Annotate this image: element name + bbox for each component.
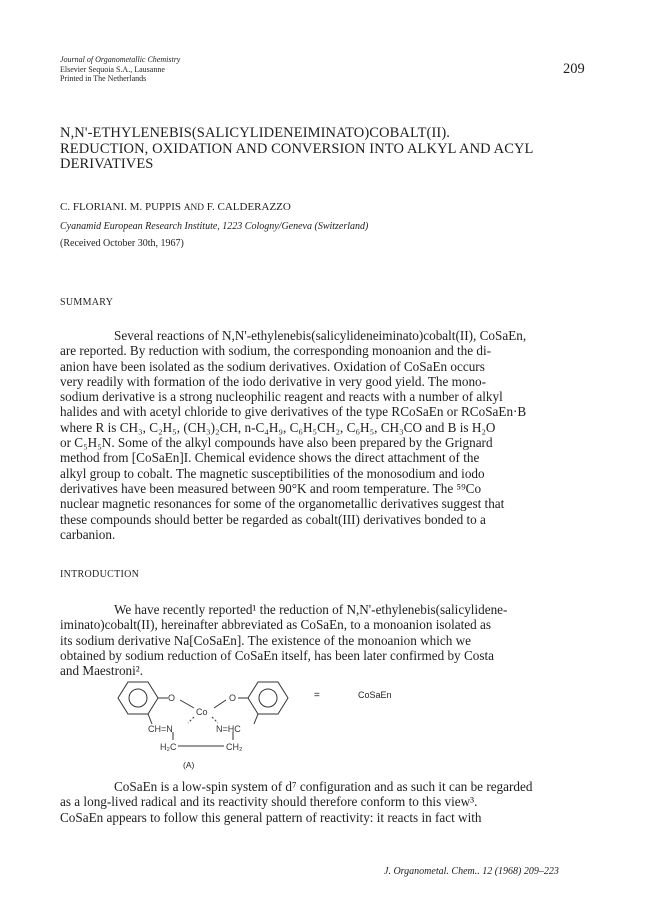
left-benzene-ring bbox=[118, 682, 158, 714]
summary-line: halides and with acetyl chloride to give derivatives of the type RCoSaEn or RCoSaEn·B bbox=[60, 404, 527, 420]
authors-last: F. CALDERAZZO bbox=[206, 201, 291, 213]
oxygen-label-left: O bbox=[168, 693, 176, 703]
equals-sign: = bbox=[314, 690, 320, 701]
authors-and: AND bbox=[183, 203, 205, 213]
summary-line: nuclear magnetic resonances for some of the organometallic derivatives suggest that bbox=[60, 496, 505, 512]
title-line-3: DERIVATIVES bbox=[60, 156, 154, 172]
introduction-paragraph bbox=[60, 602, 615, 678]
received-date: (Received October 30th, 1967) bbox=[60, 238, 184, 249]
continuation-line: as a long-lived radical and its reactivity should therefore conform to this view³. bbox=[60, 794, 478, 810]
intro-line: and Maestroni². bbox=[60, 663, 144, 679]
cobalt-label: Co bbox=[196, 707, 208, 717]
journal-citation: J. Organometal. Chem.. 12 (1968) 209–223 bbox=[384, 866, 559, 877]
methylene-label-left: H₂C bbox=[160, 742, 177, 752]
summary-line: are reported. By reduction with sodium, the corresponding monoanion and the di- bbox=[60, 343, 492, 359]
authors-first: C. FLORIANI. M. PUPPIS bbox=[60, 201, 182, 213]
right-benzene-ring bbox=[248, 682, 288, 714]
right-ring-aromatic-circle bbox=[259, 689, 277, 707]
compound-name: CoSaEn bbox=[358, 690, 392, 700]
imine-label-right: N=HC bbox=[216, 724, 241, 734]
title-line-2: REDUCTION, OXIDATION AND CONVERSION INTO ALKYL AND ACYL bbox=[60, 140, 534, 157]
summary-line: sodium derivative is a strong nucleophilic reagent and reacts with a number of alkyl bbox=[60, 389, 503, 405]
imine-label-left: CH=N bbox=[148, 724, 173, 734]
summary-heading: SUMMARY bbox=[60, 297, 114, 308]
summary-line: very readily with formation of the iodo derivative in very good yield. The mono- bbox=[60, 373, 487, 389]
intro-line: its sodium derivative Na[CoSaEn]. The existence of the monoanion which we bbox=[60, 632, 472, 648]
continuation-paragraph bbox=[60, 779, 615, 825]
title-line-1: N,N'-ETHYLENEBIS(SALICYLIDENEIMINATO)COBALT(II). bbox=[60, 125, 450, 141]
journal-name: Journal of Organometallic Chemistry bbox=[60, 55, 181, 64]
summary-line: or C₅H₅N. Some of the alkyl compounds have also been prepared by the Grignard bbox=[60, 435, 493, 451]
summary-line: anion have been isolated as the sodium derivatives. Oxidation of CoSaEn occurs bbox=[60, 358, 485, 374]
left-ring-aromatic-circle bbox=[129, 689, 147, 707]
summary-line: these compounds should better be regarded as cobalt(III) derivatives bonded to a bbox=[60, 511, 486, 527]
intro-line: We have recently reported¹ the reduction of N,N'-ethylenebis(salicylidene- bbox=[114, 602, 508, 617]
summary-line: carbanion. bbox=[60, 526, 116, 542]
cosaen-structure-diagram bbox=[108, 670, 308, 755]
printed-in: Printed in The Netherlands bbox=[60, 74, 147, 83]
article-title bbox=[60, 126, 620, 173]
structure-caption: (A) bbox=[183, 760, 195, 770]
journal-info bbox=[60, 55, 180, 84]
summary-line: derivatives have been measured between 90°K and room temperature. The ⁵⁹Co bbox=[60, 480, 482, 496]
continuation-line: CoSaEn appears to follow this general pattern of reactivity: it reacts in fact with bbox=[60, 809, 482, 825]
summary-line: alkyl group to cobalt. The magnetic susceptibilities of the monosodium and iodo bbox=[60, 465, 485, 481]
author-list bbox=[60, 201, 291, 213]
intro-line: iminato)cobalt(II), hereinafter abbreviated as CoSaEn, to a monoanion isolated as bbox=[60, 617, 492, 633]
summary-line: where R is CH₃, C₂H₅, (CH₃)₂CH, n-C₄H₉, C₆H₅CH₂, C₆H₅, CH₃CO and B is H₂O bbox=[60, 419, 496, 435]
summary-line: Several reactions of N,N'-ethylenebis(salicylideneiminato)cobalt(II), CoSaEn, bbox=[114, 328, 527, 343]
continuation-line: CoSaEn is a low-spin system of d⁷ configuration and as such it can be regarded bbox=[114, 779, 533, 794]
page-number: 209 bbox=[563, 61, 585, 77]
introduction-heading: INTRODUCTION bbox=[60, 569, 140, 580]
affiliation: Cyanamid European Research Institute, 1223 Cologny/Geneva (Switzerland) bbox=[60, 221, 369, 232]
publisher: Elsevier Sequoia S.A., Lausanne bbox=[60, 64, 165, 74]
oxygen-label-right: O bbox=[229, 693, 237, 703]
summary-line: method from [CoSaEn]I. Chemical evidence shows the direct attachment of the bbox=[60, 450, 480, 466]
intro-line: obtained by sodium reduction of CoSaEn itself, has been later confirmed by Costa bbox=[60, 647, 494, 663]
methylene-label-right: CH₂ bbox=[226, 742, 243, 752]
summary-paragraph bbox=[60, 328, 615, 542]
